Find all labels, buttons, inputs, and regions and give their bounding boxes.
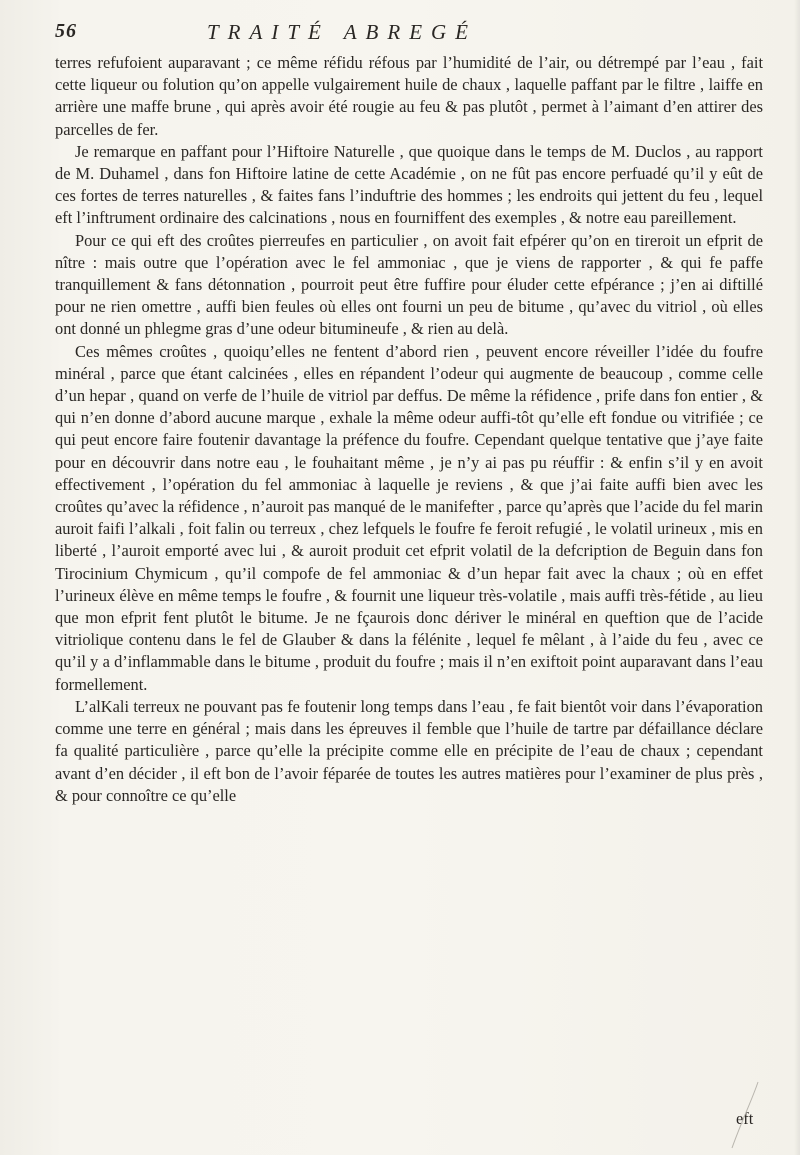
running-title: TRAITÉ ABREGÉ (207, 20, 478, 44)
body-text (55, 52, 763, 807)
paragraph-5: L’alKali terreux ne pouvant pas fe foutenir long temps dans l’eau , fe fait bientôt voir dans l’évaporation comme une terre en général ; mais dans les épreuves il femble que l’huile de tartre par défaillance déclare fa qualité particulière , parce qu’elle la précipite comme elle en précipite de l’eau de chaux ; cependant avant d’en décider , il eft bon de l’avoir féparée de toutes les autres matières pour l’examiner de plus près , & pour connoître ce qu’elle (55, 696, 763, 805)
page-header (55, 18, 775, 48)
pencil-mark (730, 1080, 760, 1150)
catchword: eft (736, 1109, 754, 1128)
paragraph-1: terres refufoient auparavant ; ce même réfidu réfous par l’humidité de l’air, ou détrempé par l’eau , fait cette liqueur ou folution qu’on appelle vulgairement huile de chaux , laquelle paffant par le filtre , laiffe en arrière une maffe brune , qui après avoir été rougie au feu & pas plutôt , permet à l’aimant d’en attirer des parcelles de fer. (55, 53, 763, 139)
paragraph-2: Je remarque en paffant pour l’Hiftoire Naturelle , que quoique dans le temps de M. Duclos , au rapport de M. Duhamel , dans fon Hiftoire latine de cette Académie , on ne fût pas encore perfuadé qu’il y eût de ces fortes de terres naturelles , & faites fans l’induftrie des hommes ; les endroits qui jettent du feu , lequel eft l’inftrument ordinaire des calcinations , nous en fourniffent des exemples , & notre eau pareillement. (55, 141, 763, 228)
paragraph-4: Ces mêmes croûtes , quoiqu’elles ne fentent d’abord rien , peuvent encore réveiller l’idée du foufre minéral , parce que étant calcinées , elles en répandent l’odeur qui augmente de beaucoup , comme celle d’un hepar , quand on verfe de l’huile de vitriol par deffus. De même la réfidence , prife dans fon entier , & qui n’en donne d’abord aucune marque , exhale la même odeur auffi-tôt qu’elle eft fondue ou vitrifiée ; ce qui peut encore faire foutenir davantage la préfence du foufre. Cependant quelque tentative que j’aye faite pour en découvrir dans notre eau , le fouhaitant même , je n’y ai pas pu réuffir : & enfin s’il y en avoit effectivement , l’opération du fel ammoniac à laquelle je reviens , & que j’ai faite auffi bien avec les croûtes qu’avec la réfidence , n’auroit pas manqué de le manifefter , parce qu’après que l’acide du fel marin auroit faifi l’alkali , foit falin ou terreux , chez lefquels le foufre fe feroit refugié , le volatil urineux , mis en liberté , l’auroit emporté avec lui , & auroit produit cet efprit volatil de la defcription de Beguin dans fon Tirocinium Chymicum , qu’il compofe de fel ammoniac & d’un hepar fait avec la chaux ; où en effet l’urineux élève en même temps le foufre , & fournit une liqueur très-volatile , mais auffi très-fétide , au lieu que mon efprit fent plutôt le bitume. Je ne fçaurois donc dériver le minéral en queftion que de l’acide vitriolique contenu dans le fel de Glauber & dans la félénite , lequel fe mêlant , à l’aide du feu , avec ce qu’il y a d’inflammable dans le bitume , produit du foufre ; mais il n’en exiftoit point auparavant dans l’eau formellement. (55, 341, 763, 694)
page-edge-shadow (794, 0, 800, 1155)
paragraph-3: Pour ce qui eft des croûtes pierreufes en particulier , on avoit fait efpérer qu’on en tireroit un efprit de nître : mais outre que l’opération avec le fel ammoniac , que je viens de rapporter , & qui fe paffe tranquillement & fans détonnation , pourroit peut être fuffire pour éluder cette efpérance ; j’en ai diftillé pour ne rien omettre , auffi bien feules où elles ont fourni un peu de bitume , qu’avec du vitriol , où elles ont donné un phlegme gras d’une odeur bitumineufe , & rien au delà. (55, 230, 763, 339)
page-number: 56 (55, 20, 77, 42)
